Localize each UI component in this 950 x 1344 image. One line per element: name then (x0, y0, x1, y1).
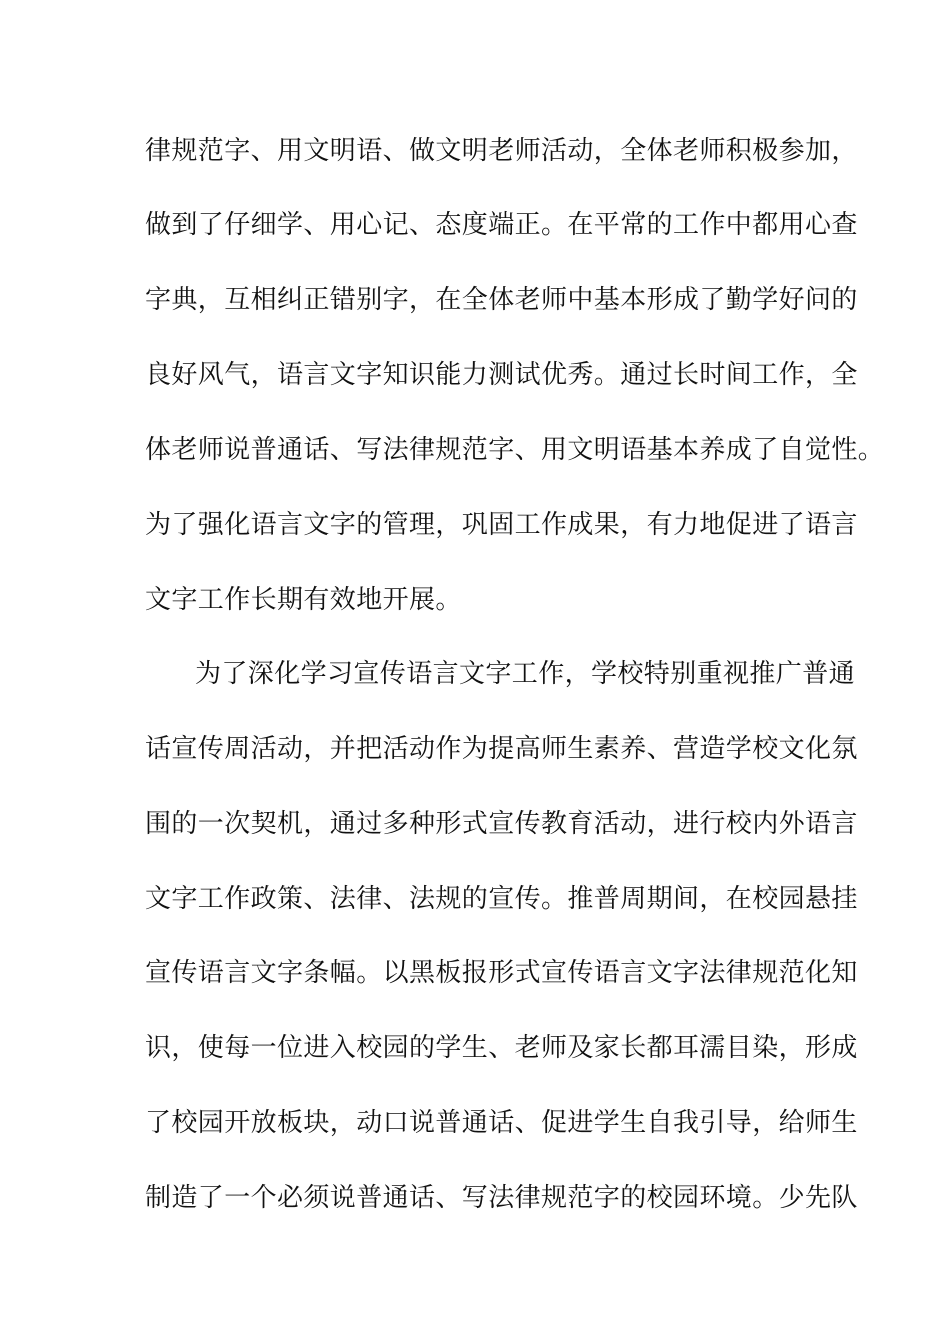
paragraph-line-3: 字典，互相纠正错别字，在全体老师中基本形成了勤学好问的 (145, 285, 858, 315)
paragraph-line-6: 为了强化语言文字的管理，巩固工作成果，有力地促进了语言 (145, 510, 858, 540)
paragraph-line-9: 话宣传周活动，并把活动作为提高师生素养、营造学校文化氛 (145, 734, 858, 764)
paragraph-line-4: 良好风气，语言文字知识能力测试优秀。通过长时间工作，全 (145, 360, 858, 390)
paragraph-line-8: 为了深化学习宣传语言文字工作，学校特别重视推广普通 (195, 659, 856, 689)
paragraph-line-11: 文字工作政策、法律、法规的宣传。推普周期间，在校园悬挂 (145, 884, 858, 914)
paragraph-line-15: 制造了一个必须说普通话、写法律规范字的校园环境。少先队 (145, 1183, 858, 1213)
paragraph-line-12: 宣传语言文字条幅。以黑板报形式宣传语言文字法律规范化知 (145, 958, 858, 988)
paragraph-line-10: 围的一次契机，通过多种形式宣传教育活动，进行校内外语言 (145, 809, 858, 839)
paragraph-line-2: 做到了仔细学、用心记、态度端正。在平常的工作中都用心查 (145, 210, 858, 240)
paragraph-line-1: 律规范字、用文明语、做文明老师活动，全体老师积极参加， (145, 136, 858, 166)
paragraph-line-14: 了校园开放板块，动口说普通话、促进学生自我引导，给师生 (145, 1108, 858, 1138)
paragraph-line-13: 识，使每一位进入校园的学生、老师及家长都耳濡目染，形成 (145, 1033, 858, 1063)
paragraph-line-5: 体老师说普通话、写法律规范字、用文明语基本养成了自觉性。 (145, 435, 885, 465)
paragraph-line-7: 文字工作长期有效地开展。 (145, 585, 462, 615)
